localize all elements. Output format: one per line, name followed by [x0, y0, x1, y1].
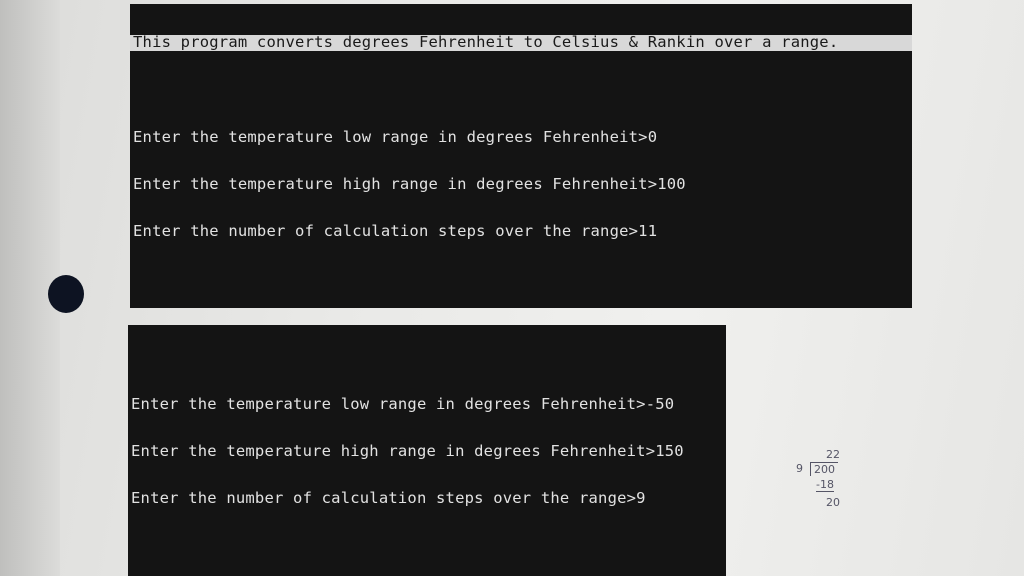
prompt-steps: Enter the number of calculation steps over the range>9	[131, 489, 646, 507]
note-remainder: 20	[826, 496, 840, 509]
prompt-steps: Enter the number of calculation steps over the range>11	[133, 222, 658, 241]
punch-hole	[48, 275, 84, 313]
note-quotient: 22	[826, 448, 840, 461]
console-screenshot-2	[128, 325, 726, 576]
prompt-low: Enter the temperature low range in degrees Fehrenheit>-50	[131, 394, 675, 413]
prompt-high: Enter the temperature high range in degrees Fehrenheit>150	[131, 441, 684, 460]
note-subtract: -18	[816, 478, 834, 491]
handwritten-division-note	[786, 448, 866, 518]
prompt-high: Enter the temperature high range in degrees Fehrenheit>100	[133, 175, 686, 193]
note-dividend: 200	[810, 462, 838, 476]
program-title: This program converts degrees Fehrenheit to Celsius & Rankin over a range.	[130, 35, 912, 51]
note-divisor: 9	[796, 462, 803, 475]
prompt-low: Enter the temperature low range in degrees Fehrenheit>0	[133, 127, 658, 146]
console-screenshot-1	[130, 4, 912, 308]
